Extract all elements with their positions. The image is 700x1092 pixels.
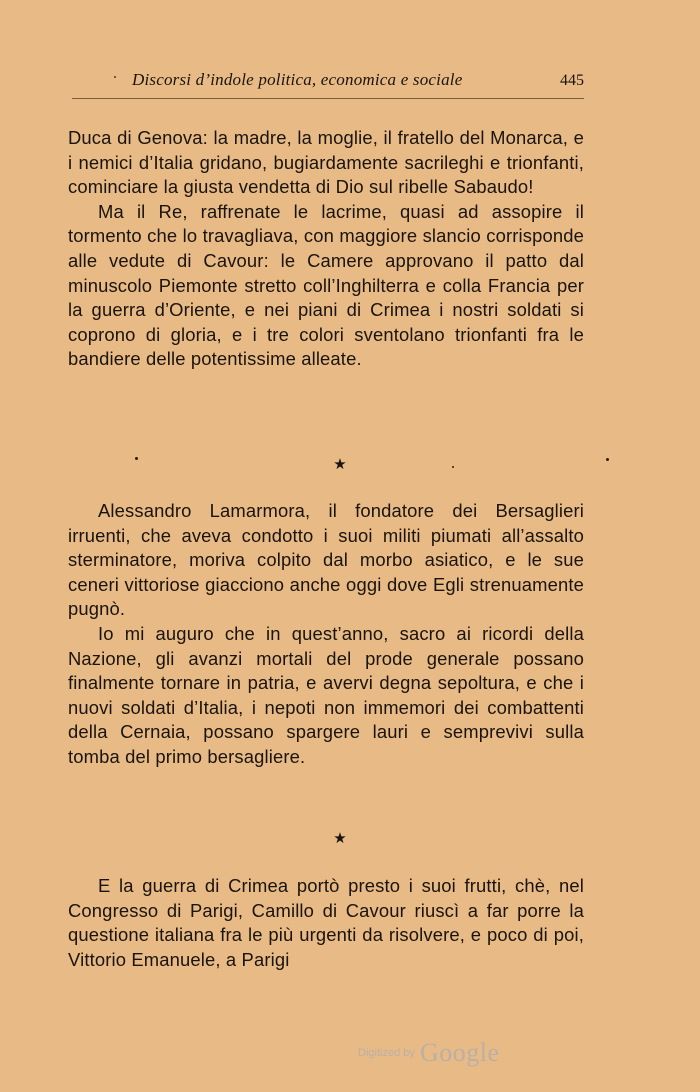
running-title: Discorsi d’indole politica, economica e sociale — [132, 70, 463, 89]
paragraph: Io mi auguro che in quest’anno, sacro ai ricordi della Nazione, gli avanzi mortali del prode generale possano finalmente tornare in patria, e avervi degna sepoltura, e che i nuovi soldati d’Italia, i nepoti non immemori dei combattenti della Cernaia, possano spargere lauri e semprevivi sulla tomba del primo bersagliere. — [68, 622, 584, 767]
header-rule — [72, 98, 584, 99]
text-block-2 — [68, 499, 584, 770]
ink-speck — [606, 458, 609, 461]
ink-speck — [452, 466, 454, 468]
star-separator-2: ★ — [333, 829, 347, 847]
google-logo: Google — [419, 1038, 500, 1067]
digitized-by-label: Digitized by — [358, 1047, 415, 1059]
ink-dot — [114, 76, 116, 78]
running-header — [100, 70, 590, 96]
star-separator-1: ★ — [333, 455, 347, 473]
paragraph: Ma il Re, raffrenate le lacrime, quasi ad assopire il tormento che lo travagliava, con maggiore slancio corrisponde alle vedute di Cavour: le Camere approvano il patto dal minuscolo Piemonte stretto coll’Inghilterra e colla Francia per la guerra d’Oriente, e nei piani di Crimea i nostri soldati si coprono di gloria, e i tre colori sventolano trionfanti fra le bandiere delle potentissime alleate. — [68, 200, 584, 370]
paragraph: E la guerra di Crimea portò presto i suoi frutti, chè, nel Congresso di Parigi, Camillo di Cavour riuscì a far porre la questione italiana fra le più urgenti da risolvere, e poco di poi, Vittorio Emanuele, a Parigi — [68, 875, 584, 970]
text-block-1 — [68, 126, 584, 372]
page-number: 445 — [560, 72, 584, 89]
text-block-3 — [68, 874, 584, 972]
paragraph: Alessandro Lamarmora, il fondatore dei Bersaglieri irruenti, che aveva condotto i suoi militi piumati all’assalto sterminatore, moriva colpito dal morbo asiatico, e le sue ceneri vittoriose giacciono anche oggi dove Egli strenuamente pugnò. — [68, 500, 584, 620]
ink-speck — [135, 457, 138, 460]
digitized-watermark — [358, 1038, 500, 1068]
paragraph-continuation: Duca di Genova: la madre, la moglie, il fratello del Monarca, e i nemici d’Italia gridano, bugiardamente sacrileghi e trionfanti, cominciare la giusta vendetta di Dio sul ribelle Sabaudo! — [68, 127, 584, 198]
